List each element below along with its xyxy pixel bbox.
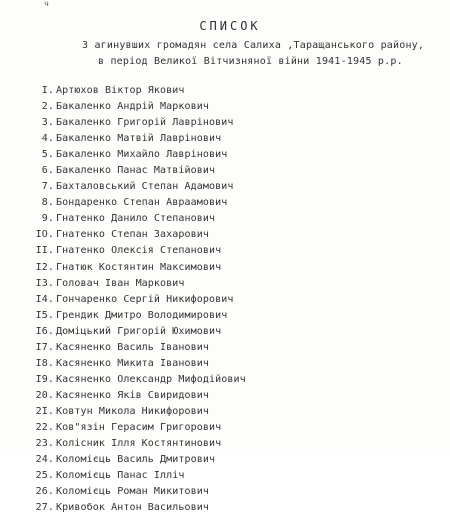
- list-item: [30, 195, 246, 211]
- entry-name: Ков"язін Герасим Григорович: [56, 421, 222, 433]
- list-item: [30, 420, 246, 436]
- document-subtitle-line-2: в період Великої Вітчизняної війни 1941-1945 р.р.: [98, 56, 403, 67]
- list-item: [30, 484, 246, 500]
- list-item: [30, 211, 246, 227]
- entry-name: Доміцький Григорій Юхимович: [56, 325, 222, 337]
- entry-name: Коломієць Роман Микитович: [56, 486, 210, 498]
- entry-number: 5.: [41, 149, 54, 161]
- list-item: [30, 83, 246, 99]
- list-item: [30, 356, 246, 372]
- entry-name: Колісник Ілля Костянтинович: [56, 438, 222, 450]
- entry-number: I2.: [35, 261, 54, 273]
- corner-mark: ч: [44, 0, 49, 8]
- list-item: [30, 500, 246, 516]
- entry-name: Гончаренко Сергій Никифорович: [56, 293, 234, 305]
- names-list: [30, 83, 246, 516]
- entry-number: 9.: [41, 213, 54, 225]
- list-item: [30, 436, 246, 452]
- entry-number: 6.: [41, 165, 54, 177]
- entry-number: I8.: [35, 357, 54, 369]
- list-item: [30, 243, 246, 259]
- entry-name: Гнатенко Олексія Степанович: [56, 245, 222, 257]
- entry-name: Кривобок Антон Васильович: [56, 502, 210, 514]
- entry-name: Бакаленко Григорій Лаврінович: [56, 117, 234, 129]
- entry-name: Коломієць Панас Ілліч: [56, 470, 185, 482]
- document-subtitle-line-1: З агинувших громадян села Салиха ,Таращанського району,: [82, 40, 425, 51]
- list-item: [30, 131, 246, 147]
- entry-name: Бакаленко Панас Матвійович: [56, 165, 216, 177]
- list-item: [30, 292, 246, 308]
- entry-name: Гнатюк Костянтин Максимович: [56, 261, 222, 273]
- list-item: [30, 179, 246, 195]
- list-item: [30, 115, 246, 131]
- entry-name: Касяненко Яків Свиридович: [56, 389, 210, 401]
- list-item: [30, 388, 246, 404]
- entry-name: Головач Іван Маркович: [56, 277, 185, 289]
- entry-number: I.: [41, 85, 54, 96]
- entry-number: 8.: [41, 197, 54, 209]
- list-item: [30, 372, 246, 388]
- entry-number: 4.: [41, 133, 54, 145]
- entry-number: 22.: [35, 421, 54, 433]
- entry-number: I9.: [35, 373, 54, 385]
- entry-number: I7.: [35, 341, 54, 353]
- entry-number: 7.: [41, 181, 54, 193]
- list-item: [30, 452, 246, 468]
- entry-number: 2.: [41, 101, 54, 113]
- entry-name: Касяненко Василь Іванович: [56, 341, 210, 353]
- entry-number: 20.: [35, 389, 54, 401]
- entry-name: Бакаленко Андрій Маркович: [56, 101, 210, 113]
- list-item: [30, 308, 246, 324]
- entry-name: Касяненко Олександр Мифодійович: [56, 373, 246, 385]
- list-item: [30, 147, 246, 163]
- entry-number: I4.: [35, 293, 54, 305]
- document-title: СПИСОК: [199, 19, 261, 33]
- entry-name: Гнатенко Данило Степанович: [56, 213, 216, 225]
- entry-number: IO.: [35, 229, 54, 241]
- entry-name: Касяненко Микита Іванович: [56, 357, 210, 369]
- entry-number: I5.: [35, 309, 54, 321]
- entry-number: 25.: [35, 470, 54, 482]
- list-item: [30, 260, 246, 276]
- list-item: [30, 276, 246, 292]
- entry-number: II.: [35, 245, 54, 257]
- list-item: [30, 340, 246, 356]
- entry-number: 26.: [35, 486, 54, 498]
- entry-name: Бондаренко Степан Авраамович: [56, 197, 228, 209]
- list-item: [30, 227, 246, 243]
- entry-number: 2I.: [35, 405, 54, 417]
- list-item: [30, 99, 246, 115]
- entry-name: Ковтун Микола Никифорович: [56, 405, 210, 417]
- list-item: [30, 404, 246, 420]
- list-item: [30, 324, 246, 340]
- entry-number: I6.: [35, 325, 54, 337]
- entry-name: Коломієць Василь Дмитрович: [56, 454, 216, 466]
- entry-name: Бахталовський Степан Адамович: [56, 181, 234, 193]
- entry-number: 23.: [35, 438, 54, 450]
- entry-number: 24.: [35, 454, 54, 466]
- list-item: [30, 468, 246, 484]
- list-item: [30, 163, 246, 179]
- entry-name: Грендик Дмитро Володимирович: [56, 309, 228, 321]
- entry-name: Бакаленко Матвій Лаврінович: [56, 133, 222, 145]
- entry-name: Гнатенко Степан Захарович: [56, 229, 210, 241]
- entry-number: I3.: [35, 277, 54, 289]
- entry-name: Бакаленко Михайло Лаврінович: [56, 149, 228, 161]
- entry-name: Артюхов Віктор Якович: [56, 85, 185, 96]
- entry-number: 3.: [41, 117, 54, 129]
- entry-number: 27.: [35, 502, 54, 514]
